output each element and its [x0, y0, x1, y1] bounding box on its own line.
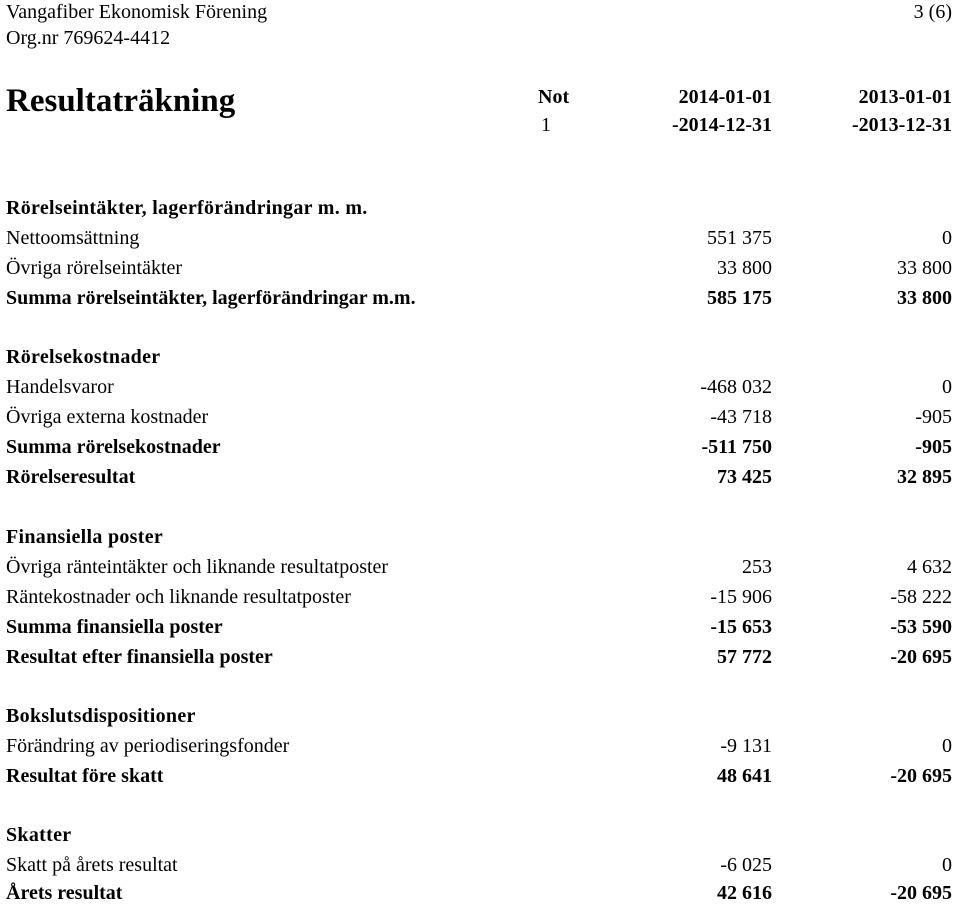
value-current-year: -43 718 — [710, 406, 772, 428]
line-item-label: Övriga externa kostnader — [6, 406, 209, 428]
value-prior-year: 33 800 — [897, 287, 952, 309]
line-item-label: Handelsvaror — [6, 376, 114, 398]
value-current-year: -6 025 — [720, 854, 772, 876]
line-item-label: Förändring av periodiseringsfonder — [6, 735, 290, 757]
column-header-prior-end: -2013-12-31 — [852, 114, 952, 136]
line-item-label: Övriga rörelseintäkter — [6, 257, 183, 279]
value-current-year: -15 653 — [710, 616, 772, 638]
line-item-label: Skatt på årets resultat — [6, 854, 178, 876]
org-number: Org.nr 769624-4412 — [6, 27, 171, 49]
section-heading: Finansiella poster — [6, 526, 164, 548]
section-heading: Rörelsekostnader — [6, 346, 161, 368]
value-prior-year: 4 632 — [907, 556, 952, 578]
column-header-current-start: 2014-01-01 — [678, 86, 772, 108]
value-prior-year: 0 — [942, 735, 952, 757]
value-current-year: 48 641 — [717, 765, 772, 787]
value-prior-year: -905 — [915, 406, 952, 428]
value-current-year: 33 800 — [717, 257, 772, 279]
value-current-year: 42 616 — [717, 882, 772, 904]
value-current-year: -9 131 — [720, 735, 772, 757]
page-number: 3 (6) — [913, 1, 952, 23]
value-current-year: 585 175 — [707, 287, 772, 309]
value-current-year: -15 906 — [710, 586, 772, 608]
value-prior-year: 0 — [942, 854, 952, 876]
value-prior-year: -58 222 — [890, 586, 952, 608]
value-prior-year: -20 695 — [890, 765, 952, 787]
section-heading: Rörelseintäkter, lagerförändringar m. m. — [6, 197, 368, 219]
section-heading: Skatter — [6, 824, 72, 846]
line-item-label: Rörelseresultat — [6, 466, 136, 488]
line-item-label: Summa finansiella poster — [6, 616, 223, 638]
value-prior-year: -53 590 — [890, 616, 952, 638]
value-prior-year: 0 — [942, 227, 952, 249]
org-name: Vangafiber Ekonomisk Förening — [6, 1, 268, 23]
line-item-label: Summa rörelsekostnader — [6, 436, 221, 458]
value-current-year: 551 375 — [707, 227, 772, 249]
value-current-year: -511 750 — [701, 436, 772, 458]
value-prior-year: 0 — [942, 376, 952, 398]
line-item-label: Summa rörelseintäkter, lagerförändringar m.m. — [6, 287, 416, 309]
column-header-current-end: -2014-12-31 — [672, 114, 772, 136]
line-item-label: Räntekostnader och liknande resultatposter — [6, 586, 351, 608]
line-item-label: Övriga ränteintäkter och liknande resultatposter — [6, 556, 389, 578]
value-prior-year: 33 800 — [897, 257, 952, 279]
value-current-year: 57 772 — [717, 646, 772, 668]
column-header-prior-start: 2013-01-01 — [858, 86, 952, 108]
value-current-year: 73 425 — [717, 466, 772, 488]
column-header-not: Not — [538, 86, 570, 108]
line-item-label: Nettoomsättning — [6, 227, 140, 249]
section-heading: Bokslutsdispositioner — [6, 705, 196, 727]
line-item-label: Årets resultat — [6, 882, 123, 904]
line-item-label: Resultat efter finansiella poster — [6, 646, 273, 668]
value-prior-year: -20 695 — [890, 646, 952, 668]
value-prior-year: -905 — [915, 436, 952, 458]
value-current-year: -468 032 — [700, 376, 772, 398]
page-title: Resultaträkning — [6, 83, 236, 119]
line-item-label: Resultat före skatt — [6, 765, 164, 787]
value-prior-year: -20 695 — [890, 882, 952, 904]
note-number: 1 — [541, 114, 551, 136]
value-current-year: 253 — [742, 556, 772, 578]
value-prior-year: 32 895 — [897, 466, 952, 488]
